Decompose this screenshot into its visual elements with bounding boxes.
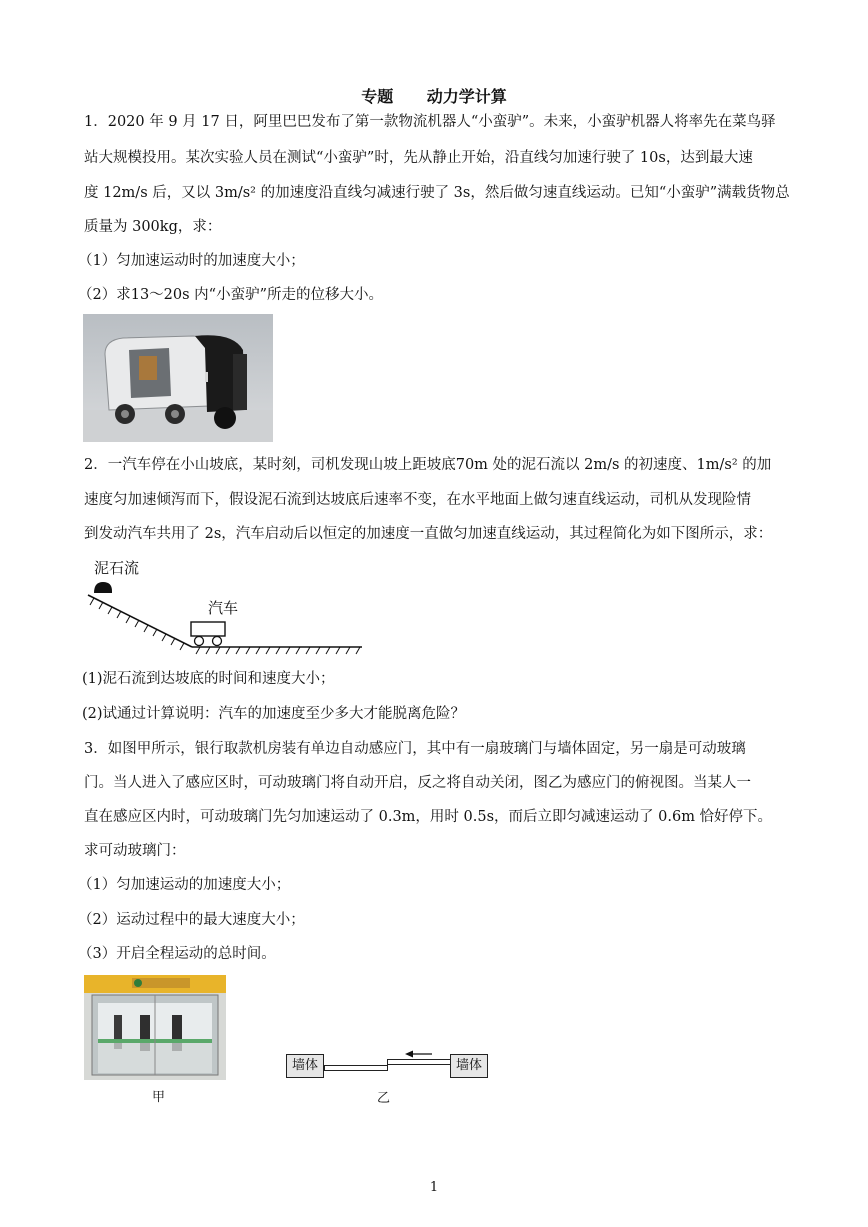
q3-line-1: 3．如图甲所示，银行取款机房装有单边自动感应门，其中有一扇玻璃门与墙体固定，另一扇是可动玻璃 bbox=[84, 741, 746, 757]
q3-sub-3: （3）开启全程运动的总时间。 bbox=[78, 946, 276, 962]
figure-caption-a: 甲 bbox=[152, 1090, 166, 1105]
wall-left: 墙体 bbox=[286, 1054, 324, 1078]
robot-photo bbox=[83, 314, 273, 442]
q1-line-4: 质量为 300kg，求： bbox=[84, 219, 222, 235]
page-title bbox=[0, 84, 868, 107]
door-diagram bbox=[286, 1045, 486, 1085]
q1-sub-1: （1）匀加速运动时的加速度大小； bbox=[78, 253, 305, 269]
q2-sub-1: (1)泥石流到达坡底的时间和速度大小； bbox=[82, 671, 335, 687]
movable-glass-door bbox=[387, 1059, 451, 1065]
q3-line-3: 直在感应区内时，可动玻璃门先匀加速运动了 0.3m，用时 0.5s，而后立即匀减速运动了 0.6m 恰好停下。 bbox=[84, 809, 773, 825]
q3-line-4: 求可动玻璃门： bbox=[84, 843, 186, 859]
figure-caption-b: 乙 bbox=[377, 1091, 391, 1106]
mudflow-diagram bbox=[84, 555, 374, 655]
fixed-glass-door bbox=[324, 1065, 388, 1071]
left-arrow-icon bbox=[404, 1049, 434, 1059]
q3-line-2: 门。当人进入了感应区时，可动玻璃门将自动开启，反之将自动关闭，图乙为感应门的俯视图。当某人一 bbox=[84, 775, 751, 791]
title-main: 动力学计算 bbox=[426, 87, 507, 106]
q3-sub-2: （2）运动过程中的最大速度大小； bbox=[78, 912, 305, 928]
q2-line-2: 速度匀加速倾泻而下，假设泥石流到达坡底后速率不变，在水平地面上做匀速直线运动，司机从发现险情 bbox=[84, 492, 751, 508]
q1-line-1: 1．2020 年 9 月 17 日，阿里巴巴发布了第一款物流机器人“小蛮驴”。未来，小蛮驴机器人将率先在菜鸟驿 bbox=[84, 114, 776, 130]
q2-line-3: 到发动汽车共用了 2s，汽车启动后以恒定的加速度一直做匀加速直线运动，其过程简化为如下图所示，求： bbox=[84, 526, 773, 542]
q1-line-3: 度 12m/s 后，又以 3m/s² 的加速度沿直线匀减速行驶了 3s，然后做匀速直线运动。已知“小蛮驴”满载货物总 bbox=[84, 185, 790, 201]
atm-room-photo bbox=[84, 975, 226, 1080]
wall-right: 墙体 bbox=[450, 1054, 488, 1078]
q1-sub-2: （2）求13～20s 内“小蛮驴”所走的位移大小。 bbox=[78, 287, 384, 303]
page-number: 1 bbox=[429, 1180, 439, 1195]
q3-sub-1: （1）匀加速运动的加速度大小； bbox=[78, 877, 291, 893]
q2-line-1: 2．一汽车停在小山坡底，某时刻，司机发现山坡上距坡底70m 处的泥石流以 2m/s 的初速度、1m/s² 的加 bbox=[84, 457, 772, 473]
mudflow-label: 泥石流 bbox=[94, 559, 140, 577]
q2-sub-2: (2)试通过计算说明：汽车的加速度至少多大才能脱离危险？ bbox=[82, 706, 466, 722]
car-label: 汽车 bbox=[208, 599, 239, 617]
q1-line-2: 站大规模投用。某次实验人员在测试“小蛮驴”时，先从静止开始，沿直线匀加速行驶了 10s，达到最大速 bbox=[84, 150, 753, 166]
title-prefix: 专题 bbox=[361, 87, 394, 106]
